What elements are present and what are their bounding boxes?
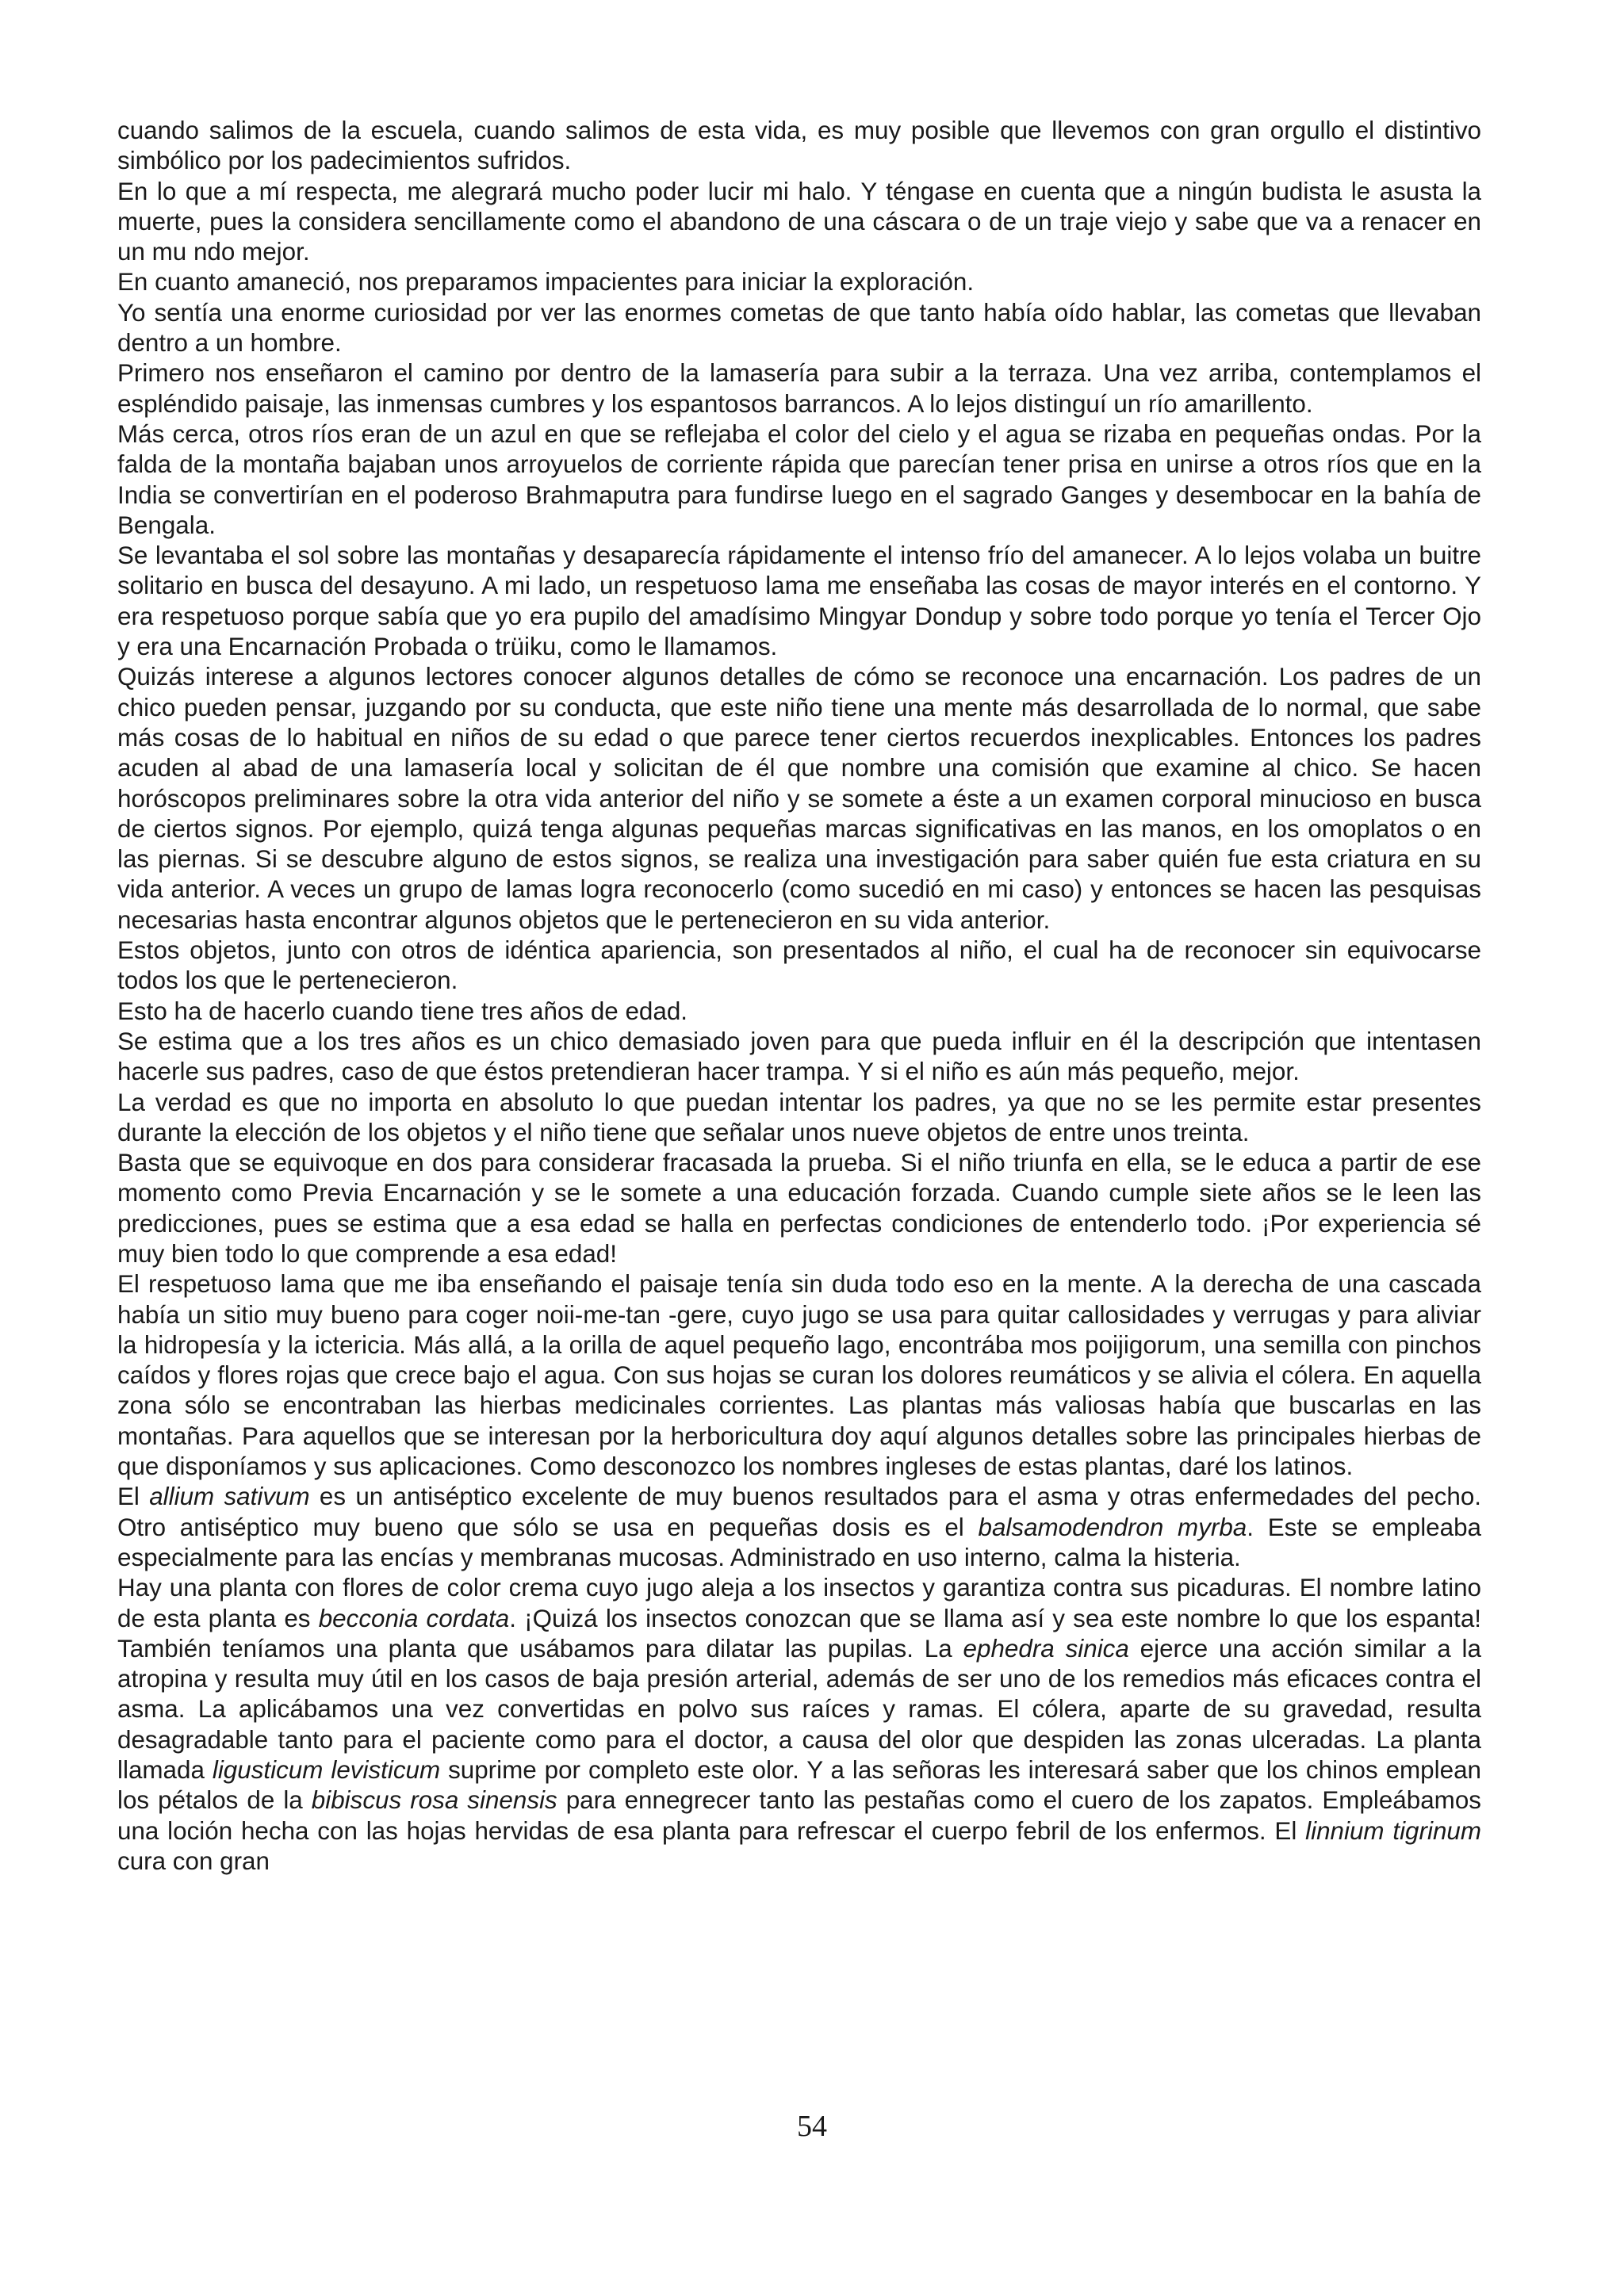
paragraph <box>117 1573 1481 1877</box>
paragraph <box>117 1269 1481 1482</box>
latin-plant-name: becconia cordata <box>318 1604 510 1632</box>
paragraph <box>117 358 1481 419</box>
paragraph-text: En lo que a mí respecta, me alegrará mucho poder lucir mi halo. Y téngase en cuenta que a ningún budista le asusta la muerte, pues la considera sencillamente como el abandono de una cáscara o de un traje viejo y sabe que va a renacer en un mu ndo mejor. <box>117 177 1481 266</box>
paragraph <box>117 541 1481 662</box>
paragraph <box>117 267 1481 297</box>
paragraph-text: Estos objetos, junto con otros de idéntica apariencia, son presentados al niño, el cual ha de reconocer sin equivocarse todos los que le pertenecieron. <box>117 936 1481 995</box>
paragraph <box>117 1088 1481 1149</box>
paragraph-text: Se estima que a los tres años es un chico demasiado joven para que pueda influir en él la descripción que intentasen hacerle sus padres, caso de que éstos pretendieran hacer trampa. Y si el niño es aún más pequeño, mejor. <box>117 1027 1481 1086</box>
paragraph <box>117 1482 1481 1573</box>
paragraph <box>117 419 1481 541</box>
paragraph-text: El respetuoso lama que me iba enseñando el paisaje tenía sin duda todo eso en la mente. A la derecha de una cascada había un sitio muy bueno para coger noii-me-tan -gere, cuyo jugo se usa para quitar callosidades y verrugas y para aliviar la hidropesía y la ictericia. Más allá, a la orilla de aquel pequeño lago, encontrába mos poijigorum, una semilla con pinchos caídos y flores rojas que crece bajo el agua. Con sus hojas se curan los dolores reumáticos y se alivia el cólera. En aquella zona sólo se encontraban las hierbas medicinales corrientes. Las plantas más valiosas había que buscarlas en las montañas. Para aquellos que se interesan por la herboricultura doy aquí algunos detalles sobre las principales hierbas de que disponíamos y sus aplicaciones. Como desconozco los nombres ingleses de estas plantas, daré los latinos. <box>117 1270 1481 1481</box>
paragraph-text: El <box>117 1483 150 1511</box>
paragraph <box>117 1027 1481 1088</box>
latin-plant-name: allium sativum <box>149 1483 310 1511</box>
page-body <box>117 116 1481 1877</box>
paragraph-text: cuando salimos de la escuela, cuando salimos de esta vida, es muy posible que llevemos con gran orgullo el distintivo simbólico por los padecimientos sufridos. <box>117 117 1481 175</box>
paragraph-text: ejerce una acción similar a la atropina y resulta muy útil en los casos de baja presión arterial, además de ser uno de los remedios más eficaces contra el asma. La aplicábamos una vez convertidas en polvo sus raíces y ramas. El cólera, aparte de su gravedad, resulta desagradable tanto para el paciente como para el doctor, a causa del olor que despiden las zonas ulceradas. La planta llamada <box>117 1634 1481 1785</box>
latin-plant-name: balsamodendron myrba <box>978 1513 1247 1541</box>
paragraph-text: Más cerca, otros ríos eran de un azul en que se reflejaba el color del cielo y el agua se rizaba en pequeñas ondas. Por la falda de la montaña bajaban unos arroyuelos de corriente rápida que parecían tener prisa en unirse a otros ríos que en la India se convertirían en el poderoso Brahmaputra para fundirse luego en el sagrado Ganges y desembocar en la bahía de Bengala. <box>117 419 1481 539</box>
paragraph <box>117 997 1481 1027</box>
paragraph-text: Se levantaba el sol sobre las montañas y desaparecía rápidamente el intenso frío del amanecer. A lo lejos volaba un buitre solitario en busca del desayuno. A mi lado, un respetuoso lama me enseñaba las cosas de mayor interés en el contorno. Y era respetuoso porque sabía que yo era pupilo del amadísimo Mingyar Dondup y sobre todo porque yo tenía el Tercer Ojo y era una Encarnación Probada o trüiku, como le llamamos. <box>117 541 1481 661</box>
paragraph-text: cura con gran <box>117 1846 270 1875</box>
paragraph <box>117 298 1481 359</box>
paragraph <box>117 662 1481 936</box>
latin-plant-name: linnium tigrinum <box>1305 1816 1482 1845</box>
latin-plant-name: bibiscus rosa sinensis <box>311 1786 557 1815</box>
paragraph <box>117 936 1481 997</box>
paragraph <box>117 177 1481 268</box>
paragraph-text: para ennegrecer tanto las pestañas como el cuero de los zapatos. Empleábamos una loción hecha con las hojas hervidas de esa planta para refrescar el cuerpo febril de los enfermos. El <box>117 1786 1481 1845</box>
paragraph-text: Yo sentía una enorme curiosidad por ver las enormes cometas de que tanto había oído hablar, las cometas que llevaban dentro a un hombre. <box>117 298 1481 358</box>
paragraph-text: Hay una planta con flores de color crema cuyo jugo aleja a los insectos y garantiza contra sus picaduras. El nombre latino de esta planta es <box>117 1574 1481 1632</box>
paragraph-text: Quizás interese a algunos lectores conocer algunos detalles de cómo se reconoce una encarnación. Los padres de un chico pueden pensar, juzgando por su conducta, que este niño tiene una mente más desarrollada de lo normal, que sabe más cosas de lo habitual en niños de su edad o que parece tener ciertos recuerdos inexplicables. Entonces los padres acuden al abad de una lamasería local y solicitan de él que nombre una comisión que examine al chico. Se hacen horóscopos preliminares sobre la otra vida anterior del niño y se somete a éste a un examen corporal minucioso en busca de ciertos signos. Por ejemplo, quizá tenga algunas pequeñas marcas significativas en las manos, en los omoplatos o en las piernas. Si se descubre alguno de estos signos, se realiza una investigación para saber quién fue esta criatura en su vida anterior. A veces un grupo de lamas logra reconocerlo (como sucedió en mi caso) y entonces se hacen las pesquisas necesarias hasta encontrar algunos objetos que le pertenecieron en su vida anterior. <box>117 663 1481 934</box>
paragraph-text: En cuanto amaneció, nos preparamos impacientes para iniciar la exploración. <box>117 268 975 297</box>
paragraph-text: suprime por completo este olor. Y a las señoras les interesará saber que los chinos emplean los pétalos de la <box>117 1756 1481 1815</box>
paragraph <box>117 1148 1481 1269</box>
page-number: 54 <box>797 2110 827 2143</box>
paragraph-text: . ¡Quizá los insectos conozcan que se llama así y sea este nombre lo que los espanta! También teníamos una planta que usábamos para dilatar las pupilas. La <box>117 1604 1482 1663</box>
paragraph-text: . Este se empleaba especialmente para las encías y membranas mucosas. Administrado en uso interno, calma la histeria. <box>117 1513 1481 1571</box>
latin-plant-name: ligusticum levisticum <box>212 1756 441 1785</box>
paragraph-text: Basta que se equivoque en dos para considerar fracasada la prueba. Si el niño triunfa en ella, se le educa a partir de ese momento como Previa Encarnación y se le somete a una educación forzada. Cuando cumple siete años se le leen las predicciones, pues se estima que a esa edad se halla en perfectas condiciones de entenderlo todo. ¡Por experiencia sé muy bien todo lo que comprende a esa edad! <box>117 1149 1481 1268</box>
paragraph-text: es un antiséptico excelente de muy buenos resultados para el asma y otras enfermedades del pecho. Otro antiséptico muy bueno que sólo se usa en pequeñas dosis es el <box>117 1483 1481 1541</box>
paragraph-text: Primero nos enseñaron el camino por dentro de la lamasería para subir a la terraza. Una vez arriba, contemplamos el espléndido paisaje, las inmensas cumbres y los espantosos barrancos. A lo lejos distinguí un río amarillento. <box>117 359 1481 418</box>
paragraph-text: La verdad es que no importa en absoluto lo que puedan intentar los padres, ya que no se les permite estar presentes durante la elección de los objetos y el niño tiene que señalar unos nueve objetos de entre unos treinta. <box>117 1088 1481 1146</box>
paragraph <box>117 116 1481 177</box>
paragraph-text: Esto ha de hacerlo cuando tiene tres años de edad. <box>117 997 688 1025</box>
latin-plant-name: ephedra sinica <box>963 1634 1129 1663</box>
